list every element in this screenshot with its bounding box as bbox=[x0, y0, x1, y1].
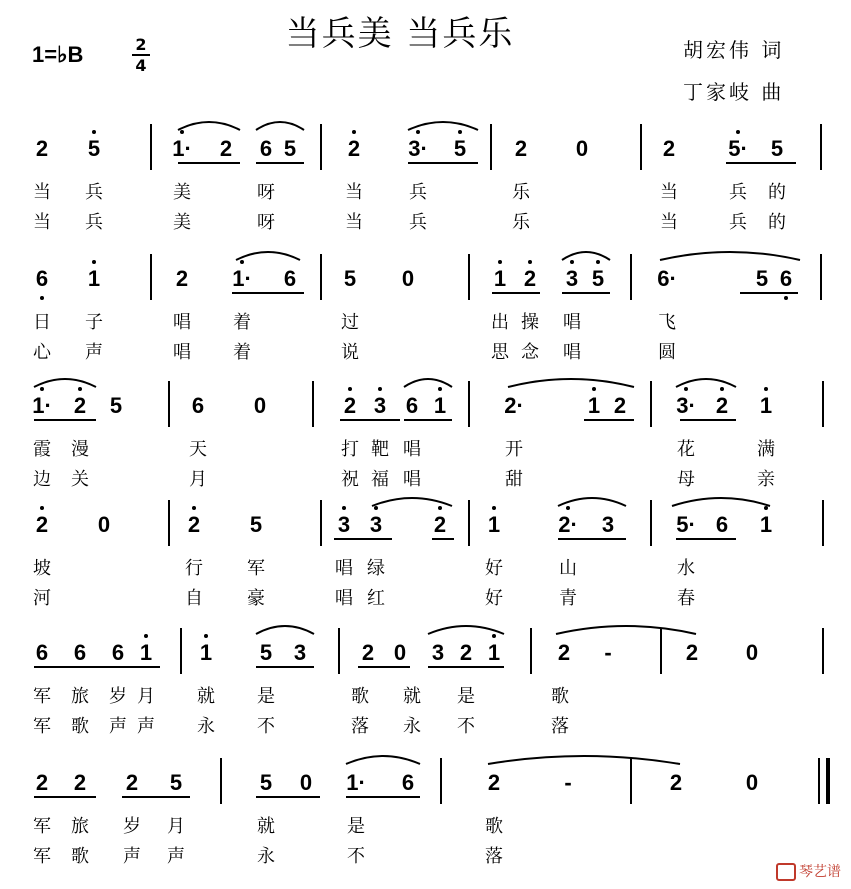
note-4-6: 3 bbox=[369, 512, 383, 537]
lyric-verse1-3-3: 天 bbox=[189, 439, 207, 460]
lyric-verse2-1-1: 当 bbox=[33, 212, 51, 233]
lyric-verse2-2-2: 声 bbox=[85, 342, 103, 363]
lyric-verse1-6-3: 岁 bbox=[123, 816, 141, 837]
lyric-verse2-5-1: 军 bbox=[33, 716, 51, 737]
lyric-verse2-5-5: 永 bbox=[197, 716, 215, 737]
note-2-12: 6· bbox=[657, 266, 677, 291]
lyric-verse2-3-6: 唱 bbox=[403, 469, 421, 490]
composer-credit: 丁家岐 曲 bbox=[683, 80, 785, 104]
lyric-verse1-3-2: 漫 bbox=[71, 439, 89, 460]
note-3-13: 3· bbox=[676, 393, 696, 418]
lyric-verse2-5-10: 落 bbox=[551, 716, 569, 737]
note-3-9: 1 bbox=[433, 393, 447, 418]
note-6-2: 2 bbox=[73, 770, 87, 795]
lyric-verse2-1-7: 乐 bbox=[512, 212, 530, 233]
lyric-verse2-5-3: 声 bbox=[109, 716, 127, 737]
lyric-verse2-5-4: 声 bbox=[137, 716, 155, 737]
key-signature: 1=♭B bbox=[32, 42, 84, 67]
note-1-9: 5 bbox=[453, 136, 467, 161]
slur bbox=[408, 122, 478, 130]
lyric-verse1-4-8: 水 bbox=[677, 558, 695, 579]
lyric-verse1-5-10: 歌 bbox=[551, 686, 569, 707]
lyric-verse2-1-8: 当 bbox=[660, 212, 678, 233]
note-2-3: 2 bbox=[175, 266, 189, 291]
lyric-verse1-2-7: 操 bbox=[521, 312, 539, 333]
lyric-verse2-4-5: 红 bbox=[367, 588, 385, 609]
note-2-1: 6 bbox=[35, 266, 49, 291]
note-3-2: 2 bbox=[73, 393, 87, 418]
note-4-1: 2 bbox=[35, 512, 49, 537]
note-5-7: 3 bbox=[293, 640, 307, 665]
note-2-9: 2 bbox=[523, 266, 537, 291]
qinyipu-logo-icon bbox=[776, 863, 796, 881]
note-4-13: 1 bbox=[759, 512, 773, 537]
lyric-verse2-6-7: 落 bbox=[485, 846, 503, 867]
slur bbox=[676, 379, 736, 387]
lyric-verse1-1-9: 兵 bbox=[729, 182, 747, 203]
lyric-verse2-3-5: 福 bbox=[371, 469, 389, 490]
note-1-13: 5· bbox=[728, 136, 748, 161]
lyric-verse2-2-5: 说 bbox=[341, 342, 359, 363]
lyric-verse2-6-6: 不 bbox=[347, 846, 365, 867]
lyric-verse1-5-2: 旅 bbox=[71, 686, 89, 707]
note-5-1: 6 bbox=[35, 640, 49, 665]
lyric-verse2-2-9: 圆 bbox=[658, 342, 676, 363]
note-5-9: 0 bbox=[393, 640, 407, 665]
note-3-8: 6 bbox=[405, 393, 419, 418]
lyric-verse2-1-10: 的 bbox=[768, 212, 786, 233]
lyric-verse1-3-1: 霞 bbox=[33, 439, 51, 460]
lyric-verse1-3-8: 花 bbox=[677, 439, 695, 460]
note-6-8: 6 bbox=[401, 770, 415, 795]
lyric-verse1-2-3: 唱 bbox=[173, 312, 191, 333]
slur bbox=[428, 626, 504, 634]
lyric-verse2-4-8: 春 bbox=[677, 588, 695, 609]
slur bbox=[556, 626, 696, 634]
lyric-verse1-5-3: 岁 bbox=[109, 686, 127, 707]
lyric-verse2-5-8: 永 bbox=[403, 716, 421, 737]
note-2-6: 5 bbox=[343, 266, 357, 291]
lyric-verse1-4-7: 山 bbox=[559, 558, 577, 579]
slur bbox=[660, 252, 800, 260]
note-4-5: 3 bbox=[337, 512, 351, 537]
note-1-11: 0 bbox=[575, 136, 589, 161]
lyric-verse2-1-6: 兵 bbox=[409, 212, 427, 233]
lyric-verse2-3-2: 关 bbox=[71, 469, 89, 490]
slur bbox=[562, 252, 610, 260]
song-title: 当兵美 当兵乐 bbox=[285, 14, 515, 54]
note-5-8: 2 bbox=[361, 640, 375, 665]
lyric-verse2-4-2: 自 bbox=[185, 588, 203, 609]
note-1-5: 6 bbox=[259, 136, 273, 161]
note-2-11: 5 bbox=[591, 266, 605, 291]
note-5-3: 6 bbox=[111, 640, 125, 665]
lyric-verse1-6-4: 月 bbox=[167, 816, 185, 837]
watermark bbox=[776, 861, 841, 881]
note-5-16: 0 bbox=[745, 640, 759, 665]
time-signature-top: 2 bbox=[135, 35, 147, 54]
lyric-verse1-4-2: 行 bbox=[185, 558, 203, 579]
note-4-8: 1 bbox=[487, 512, 501, 537]
lyricist-credit: 胡宏伟 词 bbox=[683, 38, 785, 62]
note-1-8: 3· bbox=[408, 136, 428, 161]
note-5-15: 2 bbox=[685, 640, 699, 665]
lyric-verse2-6-1: 军 bbox=[33, 846, 51, 867]
note-3-5: 0 bbox=[253, 393, 267, 418]
note-3-12: 2 bbox=[613, 393, 627, 418]
lyric-verse2-1-4: 呀 bbox=[257, 212, 275, 233]
slur bbox=[34, 379, 96, 387]
lyric-verse1-2-6: 出 bbox=[491, 312, 509, 333]
lyric-verse1-6-5: 就 bbox=[257, 816, 275, 837]
lyric-verse1-4-4: 唱 bbox=[335, 558, 353, 579]
lyric-verse1-3-7: 开 bbox=[505, 439, 523, 460]
note-1-7: 2 bbox=[347, 136, 361, 161]
lyric-verse1-5-8: 就 bbox=[403, 686, 421, 707]
lyric-verse2-1-3: 美 bbox=[173, 212, 191, 233]
slur bbox=[256, 626, 314, 634]
slur bbox=[372, 498, 452, 506]
lyric-verse2-3-9: 亲 bbox=[757, 469, 775, 490]
lyric-verse2-5-7: 落 bbox=[351, 716, 369, 737]
note-6-3: 2 bbox=[125, 770, 139, 795]
note-6-9: 2 bbox=[487, 770, 501, 795]
note-6-4: 5 bbox=[169, 770, 183, 795]
lyric-verse1-5-1: 军 bbox=[33, 686, 51, 707]
lyric-verse2-4-7: 青 bbox=[559, 588, 577, 609]
note-5-11: 2 bbox=[459, 640, 473, 665]
note-3-14: 2 bbox=[715, 393, 729, 418]
note-1-10: 2 bbox=[514, 136, 528, 161]
lyric-verse2-3-4: 祝 bbox=[341, 469, 359, 490]
slur bbox=[256, 122, 304, 130]
lyric-verse2-5-2: 歌 bbox=[71, 716, 89, 737]
note-6-11: 2 bbox=[669, 770, 683, 795]
note-3-11: 1 bbox=[587, 393, 601, 418]
note-1-4: 2 bbox=[219, 136, 233, 161]
note-5-12: 1 bbox=[487, 640, 501, 665]
slur bbox=[236, 252, 300, 260]
lyric-verse2-5-6: 不 bbox=[257, 716, 275, 737]
lyric-verse1-5-5: 就 bbox=[197, 686, 215, 707]
lyric-verse2-4-6: 好 bbox=[485, 588, 503, 609]
lyric-verse1-2-1: 日 bbox=[33, 312, 51, 333]
lyric-verse2-6-3: 声 bbox=[123, 846, 141, 867]
note-3-6: 2 bbox=[343, 393, 357, 418]
lyric-verse2-5-9: 不 bbox=[457, 716, 475, 737]
note-5-4: 1 bbox=[139, 640, 153, 665]
time-signature-bottom: 4 bbox=[135, 56, 147, 75]
note-3-1: 1· bbox=[32, 393, 52, 418]
note-4-2: 0 bbox=[97, 512, 111, 537]
lyric-verse2-3-7: 甜 bbox=[505, 469, 523, 490]
lyric-verse1-1-6: 兵 bbox=[409, 182, 427, 203]
lyric-verse2-3-3: 月 bbox=[189, 469, 207, 490]
note-1-14: 5 bbox=[770, 136, 784, 161]
lyric-verse1-4-5: 绿 bbox=[367, 558, 385, 579]
lyric-verse1-6-7: 歌 bbox=[485, 816, 503, 837]
note-2-5: 6 bbox=[283, 266, 297, 291]
lyric-verse2-2-1: 心 bbox=[33, 342, 51, 363]
slur bbox=[346, 756, 420, 764]
lyric-verse1-6-6: 是 bbox=[347, 816, 365, 837]
lyric-verse2-1-2: 兵 bbox=[85, 212, 103, 233]
note-6-5: 5 bbox=[259, 770, 273, 795]
lyric-verse1-1-4: 呀 bbox=[257, 182, 275, 203]
note-6-10: - bbox=[564, 770, 572, 795]
lyric-verse2-2-8: 唱 bbox=[563, 342, 581, 363]
note-5-13: 2 bbox=[557, 640, 571, 665]
lyric-verse1-4-3: 军 bbox=[247, 558, 265, 579]
lyric-verse1-3-9: 满 bbox=[757, 439, 775, 460]
lyric-verse1-2-4: 着 bbox=[233, 312, 251, 333]
lyric-verse2-4-1: 河 bbox=[33, 588, 51, 609]
lyric-verse2-6-4: 声 bbox=[167, 846, 185, 867]
note-4-7: 2 bbox=[433, 512, 447, 537]
note-3-3: 5 bbox=[109, 393, 123, 418]
note-5-10: 3 bbox=[431, 640, 445, 665]
note-2-13: 5 bbox=[755, 266, 769, 291]
lyric-verse2-6-2: 歌 bbox=[71, 846, 89, 867]
note-5-6: 5 bbox=[259, 640, 273, 665]
slur bbox=[508, 379, 634, 387]
lyric-verse1-2-2: 子 bbox=[85, 312, 103, 333]
note-6-1: 2 bbox=[35, 770, 49, 795]
slur bbox=[488, 756, 680, 764]
slur bbox=[178, 122, 240, 130]
note-3-10: 2· bbox=[504, 393, 524, 418]
note-2-10: 3 bbox=[565, 266, 579, 291]
lyric-verse1-1-5: 当 bbox=[345, 182, 363, 203]
lyric-verse2-2-4: 着 bbox=[233, 342, 251, 363]
note-1-3: 1· bbox=[172, 136, 192, 161]
lyric-verse1-4-6: 好 bbox=[485, 558, 503, 579]
lyric-verse1-5-7: 歌 bbox=[351, 686, 369, 707]
lyric-verse2-2-6: 思 bbox=[491, 342, 509, 363]
note-1-1: 2 bbox=[35, 136, 49, 161]
note-4-4: 5 bbox=[249, 512, 263, 537]
lyric-verse1-5-6: 是 bbox=[257, 686, 275, 707]
note-6-7: 1· bbox=[346, 770, 366, 795]
lyric-verse1-2-5: 过 bbox=[341, 312, 359, 333]
lyric-verse1-2-9: 飞 bbox=[658, 312, 676, 333]
note-3-15: 1 bbox=[759, 393, 773, 418]
note-5-2: 6 bbox=[73, 640, 87, 665]
lyric-verse1-3-4: 打 bbox=[341, 439, 359, 460]
note-1-6: 5 bbox=[283, 136, 297, 161]
lyric-verse2-2-7: 念 bbox=[521, 342, 539, 363]
note-3-4: 6 bbox=[191, 393, 205, 418]
lyric-verse1-1-1: 当 bbox=[33, 182, 51, 203]
note-4-9: 2· bbox=[558, 512, 578, 537]
lyric-verse2-4-4: 唱 bbox=[335, 588, 353, 609]
slur bbox=[404, 379, 452, 387]
note-2-8: 1 bbox=[493, 266, 507, 291]
lyric-verse2-4-3: 豪 bbox=[247, 588, 265, 609]
watermark-text: 琴艺谱 bbox=[799, 864, 841, 880]
lyric-verse1-1-8: 当 bbox=[660, 182, 678, 203]
lyric-verse1-3-5: 靶 bbox=[371, 439, 389, 460]
lyric-verse2-2-3: 唱 bbox=[173, 342, 191, 363]
lyric-verse2-1-5: 当 bbox=[345, 212, 363, 233]
lyric-verse1-1-3: 美 bbox=[173, 182, 191, 203]
lyric-verse1-6-1: 军 bbox=[33, 816, 51, 837]
lyric-verse2-3-1: 边 bbox=[33, 469, 51, 490]
note-4-3: 2 bbox=[187, 512, 201, 537]
note-6-12: 0 bbox=[745, 770, 759, 795]
lyric-verse1-1-2: 兵 bbox=[85, 182, 103, 203]
note-5-5: 1 bbox=[199, 640, 213, 665]
note-1-12: 2 bbox=[662, 136, 676, 161]
lyric-verse1-5-4: 月 bbox=[137, 686, 155, 707]
note-1-2: 5 bbox=[87, 136, 101, 161]
note-2-4: 1· bbox=[232, 266, 252, 291]
slur bbox=[558, 498, 626, 506]
note-4-11: 5· bbox=[676, 512, 696, 537]
lyric-verse1-2-8: 唱 bbox=[563, 312, 581, 333]
lyric-verse1-3-6: 唱 bbox=[403, 439, 421, 460]
note-3-7: 3 bbox=[373, 393, 387, 418]
lyric-verse2-3-8: 母 bbox=[677, 469, 695, 490]
lyric-verse1-4-1: 坡 bbox=[33, 558, 51, 579]
lyric-verse1-1-10: 的 bbox=[768, 182, 786, 203]
slur bbox=[672, 498, 770, 506]
note-6-6: 0 bbox=[299, 770, 313, 795]
note-4-10: 3 bbox=[601, 512, 615, 537]
lyric-verse1-6-2: 旅 bbox=[71, 816, 89, 837]
note-2-2: 1 bbox=[87, 266, 101, 291]
note-2-14: 6 bbox=[779, 266, 793, 291]
note-2-7: 0 bbox=[401, 266, 415, 291]
lyric-verse1-1-7: 乐 bbox=[512, 182, 530, 203]
note-4-12: 6 bbox=[715, 512, 729, 537]
note-5-14: - bbox=[604, 640, 612, 665]
lyric-verse2-1-9: 兵 bbox=[729, 212, 747, 233]
lyric-verse1-5-9: 是 bbox=[457, 686, 475, 707]
lyric-verse2-6-5: 永 bbox=[257, 846, 275, 867]
